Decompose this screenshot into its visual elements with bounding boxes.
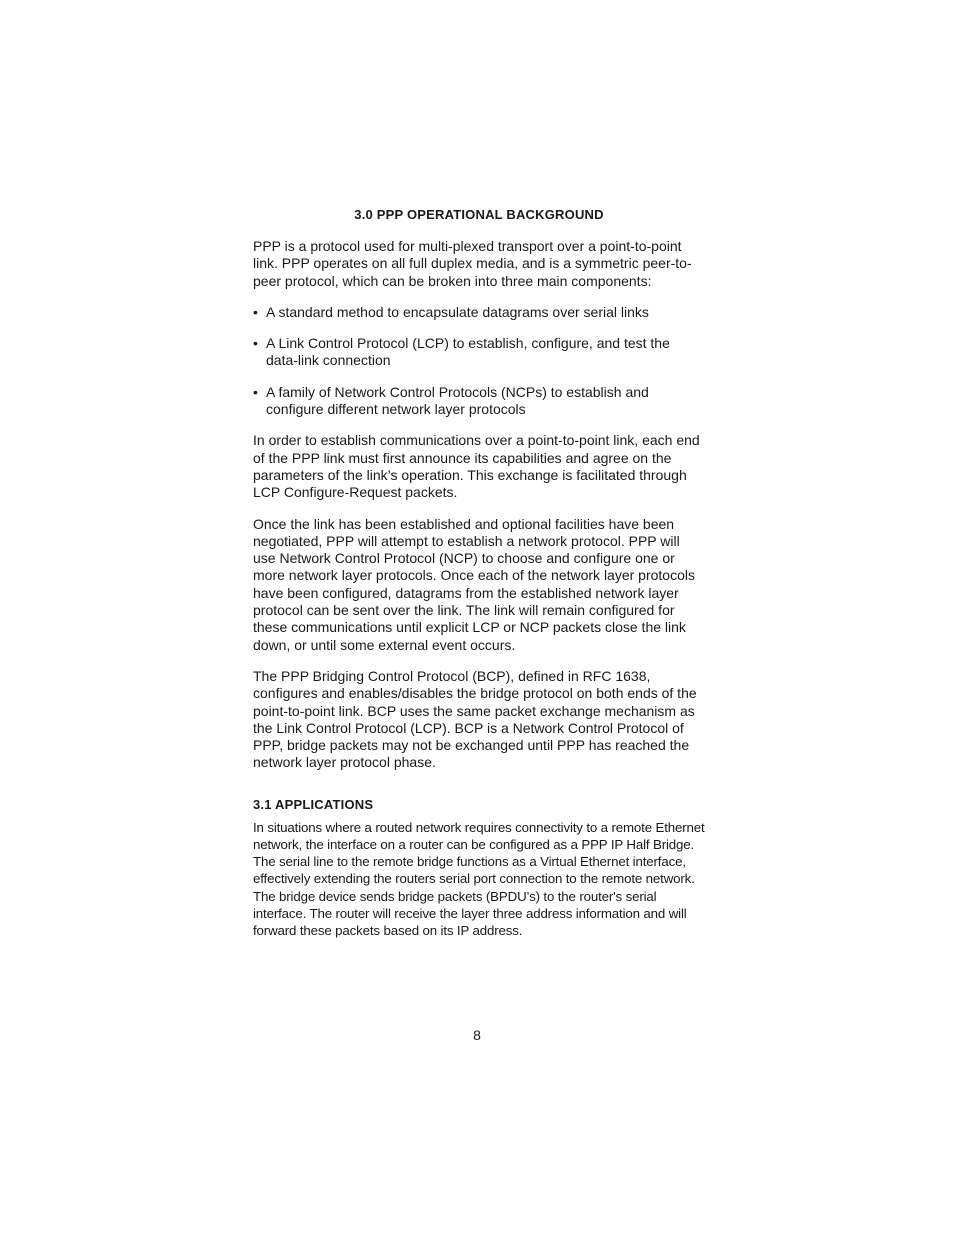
- page-content: [253, 206, 705, 939]
- body-paragraph: The PPP Bridging Control Protocol (BCP), defined in RFC 1638, configures and enables/disables the bridge protocol on both ends of the point-to-point link. BCP uses the same packet exchange mechanism as the Link Control Protocol (LCP). BCP is a Network Control Protocol of PPP, bridge packets may not be exchanged until PPP has reached the network layer protocol phase.: [253, 667, 697, 771]
- list-item: [253, 335, 705, 370]
- page-number: 8: [473, 1027, 481, 1043]
- list-item-text: A family of Network Control Protocols (NCPs) to establish and configure different network layer protocols: [266, 383, 649, 418]
- section-title: 3.0 PPP OPERATIONAL BACKGROUND: [354, 207, 604, 222]
- list-item-text: A Link Control Protocol (LCP) to establish, configure, and test the data-link connection: [266, 335, 670, 369]
- list-item: [253, 304, 705, 321]
- body-paragraph: Once the link has been established and optional facilities have been negotiated, PPP will attempt to establish a network protocol. PPP will use Network Control Protocol (NCP) to choose and configure one or more network layer protocols. Once each of the network layer protocols have been configured, datagrams from the established network layer protocol can be sent over the link. The link will remain configured for these communications until explicit LCP or NCP packets close the link down, or until some external event occurs.: [253, 515, 695, 653]
- list-item-text: A standard method to encapsulate datagrams over serial links: [266, 303, 649, 320]
- body-paragraph: In order to establish communications over a point-to-point link, each end of the PPP link must first announce its capabilities and agree on the parameters of the link’s operation. This exchange is facilitated through LCP Configure-Request packets.: [253, 432, 700, 501]
- bullet-icon: •: [253, 335, 258, 352]
- subsection-title: 3.1 APPLICATIONS: [253, 796, 374, 812]
- bullet-icon: •: [253, 383, 258, 400]
- intro-paragraph: PPP is a protocol used for multi-plexed transport over a point-to-point link. PPP operates on all full duplex media, and is a symmetric peer-to-peer protocol, which can be broken into three main components:: [253, 238, 692, 289]
- component-list: [253, 304, 705, 418]
- list-item: [253, 384, 705, 419]
- bullet-icon: •: [253, 303, 258, 320]
- subsection-paragraph: In situations where a routed network requires connectivity to a remote Ethernet network, the interface on a router can be configured as a PPP IP Half Bridge. The serial line to the remote bridge functions as a Virtual Ethernet interface, effectively extending the routers serial port connection to the remote network. The bridge device sends bridge packets (BPDU’s) to the router's serial interface. The router will receive the layer three address information and will forward these packets based on its IP address.: [253, 819, 705, 938]
